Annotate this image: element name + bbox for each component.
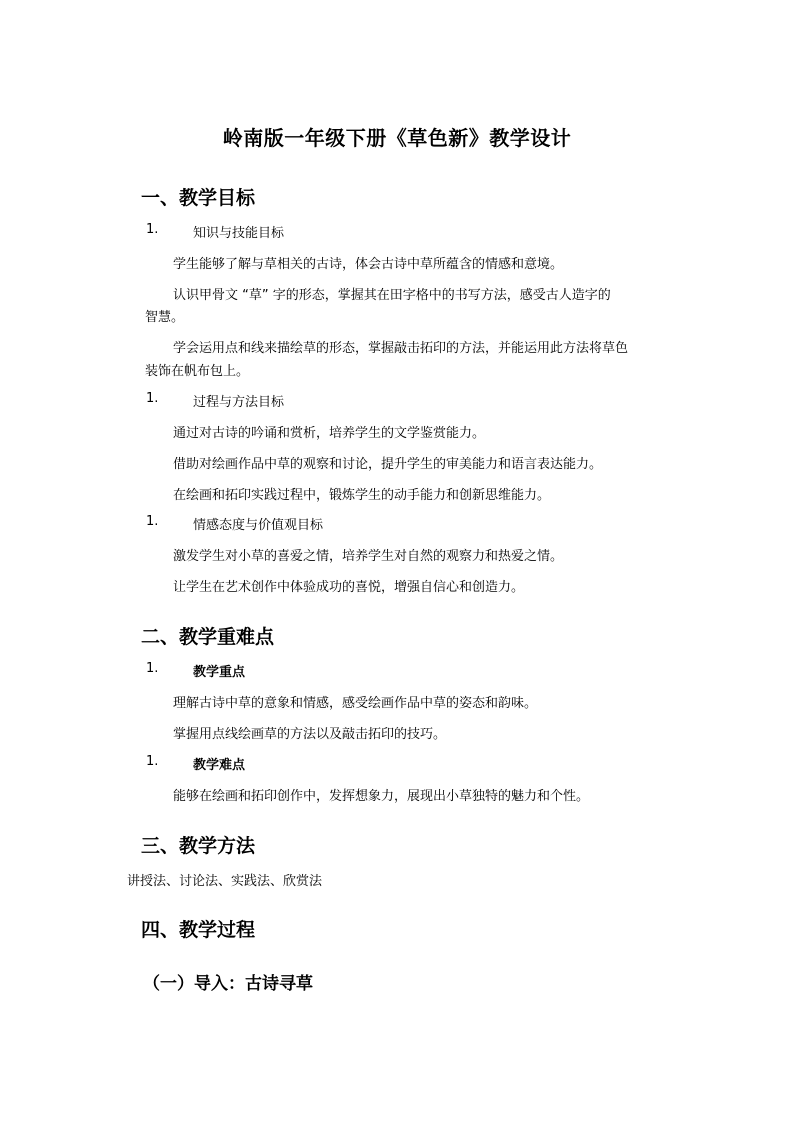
- paragraph-continuation: 智慧。: [145, 310, 185, 325]
- list-number: 1.: [146, 661, 159, 676]
- paragraph: 学生能够了解与草相关的古诗，体会古诗中草所蕴含的情感和意境。: [173, 257, 564, 272]
- paragraph: 认识甲骨文 “草” 字的形态，掌握其在田字格中的书写方法，感受古人造字的: [173, 288, 611, 303]
- section-heading-key-difficult-points: 二、教学重难点: [141, 626, 275, 648]
- list-number: 1.: [146, 514, 159, 529]
- paragraph: 学会运用点和线来描绘草的形态，掌握敲击拓印的方法，并能运用此方法将草色: [173, 341, 629, 356]
- paragraph: 能够在绘画和拓印创作中，发挥想象力，展现出小草独特的魅力和个性。: [173, 789, 590, 804]
- list-number: 1.: [146, 222, 159, 237]
- subsection-heading-introduction: （一）导入：古诗寻草: [143, 974, 313, 994]
- section-heading-teaching-methods: 三、教学方法: [141, 835, 256, 857]
- paragraph: 在绘画和拓印实践过程中，锻炼学生的动手能力和创新思维能力。: [173, 488, 551, 503]
- subheading-difficult-points: 教学难点: [193, 758, 246, 773]
- section-heading-teaching-process: 四、教学过程: [141, 919, 256, 941]
- paragraph: 理解古诗中草的意象和情感，感受绘画作品中草的姿态和韵味。: [173, 696, 538, 711]
- list-number: 1.: [146, 754, 159, 769]
- paragraph: 让学生在艺术创作中体验成功的喜悦，增强自信心和创造力。: [173, 580, 525, 595]
- paragraph: 借助对绘画作品中草的观察和讨论，提升学生的审美能力和语言表达能力。: [173, 457, 603, 472]
- paragraph: 通过对古诗的吟诵和赏析，培养学生的文学鉴赏能力。: [173, 426, 486, 441]
- subheading-knowledge-skills: 知识与技能目标: [193, 226, 285, 241]
- subheading-key-points: 教学重点: [193, 665, 246, 680]
- list-number: 1.: [146, 391, 159, 406]
- paragraph: 激发学生对小草的喜爱之情，培养学生对自然的观察力和热爱之情。: [173, 549, 564, 564]
- document-title: 岭南版一年级下册《草色新》教学设计: [222, 126, 572, 150]
- section-heading-objectives: 一、教学目标: [141, 187, 256, 209]
- paragraph: 掌握用点线绘画草的方法以及敲击拓印的技巧。: [173, 727, 447, 742]
- subheading-emotion-values: 情感态度与价值观目标: [193, 518, 324, 533]
- subheading-process-methods: 过程与方法目标: [193, 395, 285, 410]
- teaching-methods-text: 讲授法、讨论法、实践法、欣赏法: [127, 874, 323, 889]
- paragraph-continuation: 装饰在帆布包上。: [145, 364, 250, 379]
